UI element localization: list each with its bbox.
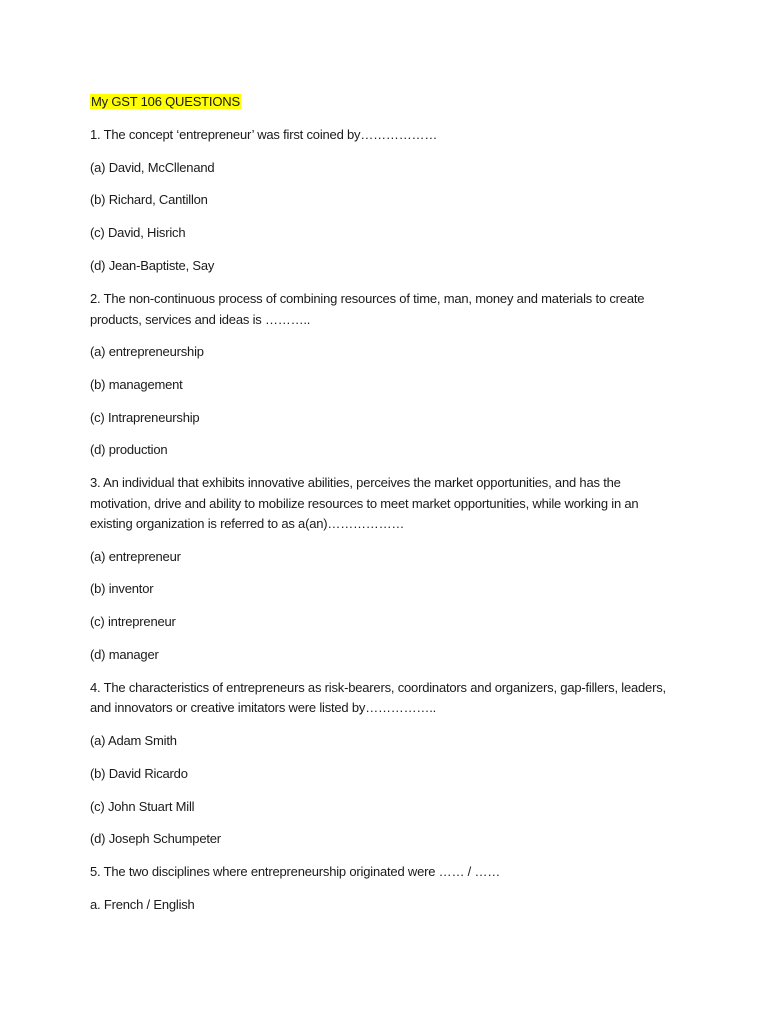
question-5: 5. The two disciplines where entrepreneurship originated were …… / …… <box>90 864 501 879</box>
q1-option-d: (d) Jean-Baptiste, Say <box>90 258 215 273</box>
q2-option-c: (c) Intrapreneurship <box>90 410 200 425</box>
question-4-line-1: 4. The characteristics of entrepreneurs as risk-bearers, coordinators and organizers, gap-fillers, leaders, <box>90 680 666 695</box>
question-4-line-2: and innovators or creative imitators were listed by…………….. <box>90 700 437 715</box>
document-title <box>90 92 241 113</box>
q4-option-d: (d) Joseph Schumpeter <box>90 831 221 846</box>
question-1: 1. The concept ‘entrepreneur’ was first coined by……………… <box>90 127 438 142</box>
q3-option-c: (c) intrepreneur <box>90 614 176 629</box>
q2-option-d: (d) production <box>90 442 168 457</box>
q1-option-a: (a) David, McCllenand <box>90 160 215 175</box>
question-2-line-1: 2. The non-continuous process of combining resources of time, man, money and materials to create <box>90 291 645 306</box>
q4-option-a: (a) Adam Smith <box>90 733 177 748</box>
q3-option-a: (a) entrepreneur <box>90 549 181 564</box>
q5-option-a: a. French / English <box>90 897 195 912</box>
q4-option-c: (c) John Stuart Mill <box>90 799 195 814</box>
q3-option-d: (d) manager <box>90 647 159 662</box>
highlighted-title: My GST 106 QUESTIONS <box>91 94 240 109</box>
q3-option-b: (b) inventor <box>90 581 154 596</box>
q2-option-b: (b) management <box>90 377 183 392</box>
question-2-line-2: products, services and ideas is ……….. <box>90 312 311 327</box>
q1-option-b: (b) Richard, Cantillon <box>90 192 208 207</box>
q1-option-c: (c) David, Hisrich <box>90 225 186 240</box>
q2-option-a: (a) entrepreneurship <box>90 344 204 359</box>
question-3-line-2: motivation, drive and ability to mobilize resources to meet market opportunities, while working in an <box>90 496 639 511</box>
question-3-line-3: existing organization is referred to as a(an)……………… <box>90 516 405 531</box>
q4-option-b: (b) David Ricardo <box>90 766 188 781</box>
question-3-line-1: 3. An individual that exhibits innovative abilities, perceives the market opportunities, and has the <box>90 475 621 490</box>
